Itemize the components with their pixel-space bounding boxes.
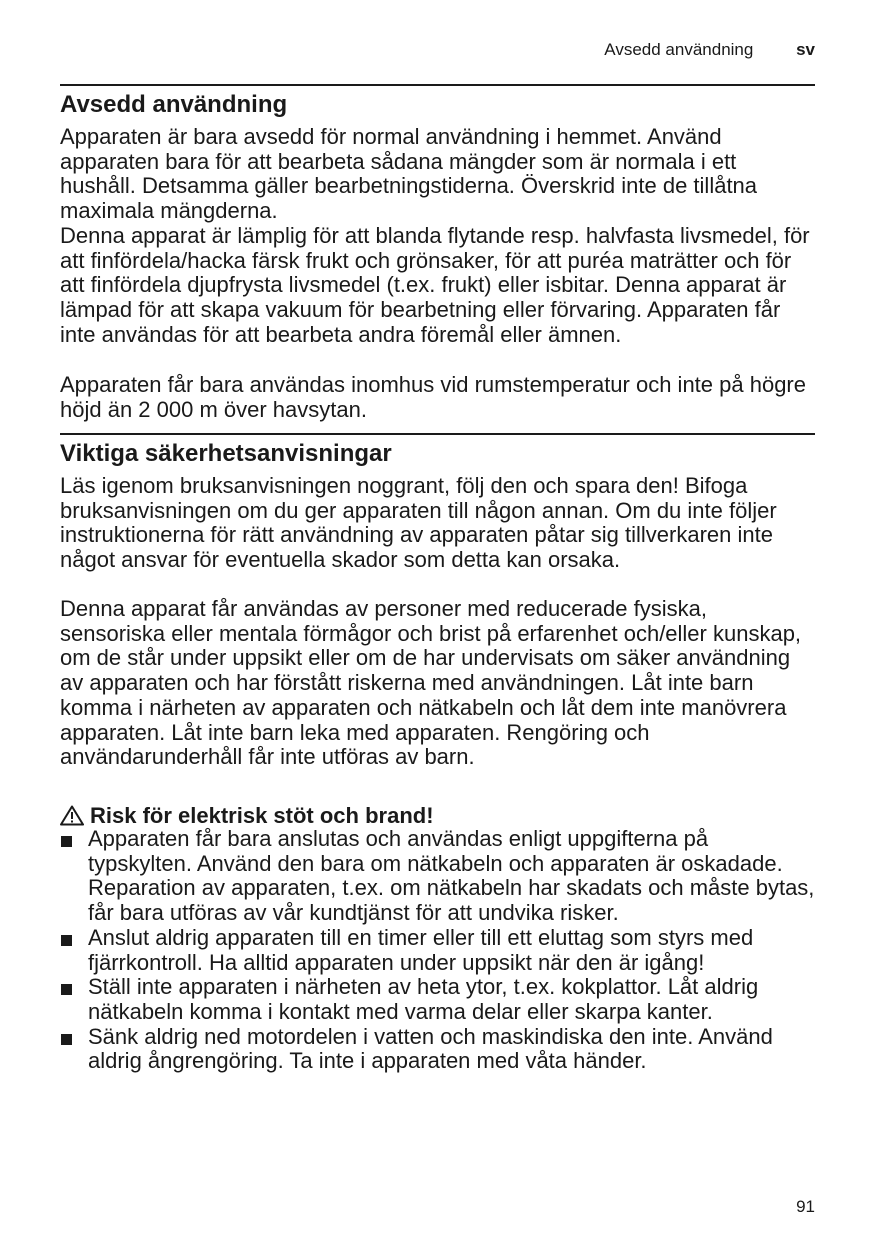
page-number: 91	[796, 1197, 815, 1216]
section-heading-intended-use: Avsedd användning	[60, 91, 288, 118]
running-header	[604, 40, 815, 60]
list-item	[60, 926, 815, 975]
bullet-square-icon	[61, 1034, 72, 1045]
section-heading-safety: Viktiga säkerhetsanvisningar	[60, 440, 392, 467]
running-title: Avsedd användning	[604, 40, 754, 59]
intended-use-paragraph-1: Apparaten är bara avsedd för normal användning i hemmet. Använd apparaten bara för att bearbeta sådana mängder som är normala i ett hushåll. Detsamma gäller bearbetningstiderna. Överskrid inte de tillåtna maximala mängderna.	[60, 124, 758, 224]
bullet-square-icon	[61, 984, 72, 995]
list-item-text: Apparaten får bara anslutas och användas enligt uppgifterna på typskylten. Använd den bara om nätkabeln och apparaten är oskadade. Reparation av apparaten, t.ex. om nätkabeln har skadats och måste bytas, får bara utföras av vår kundtjänst för att undvika risker.	[88, 826, 815, 926]
list-item-text: Anslut aldrig apparaten till en timer eller till ett eluttag som styrs med fjärrkontroll. Ha alltid apparaten under uppsikt när den är igång!	[88, 924, 754, 975]
section-divider	[60, 84, 815, 86]
list-item	[60, 1025, 815, 1074]
language-code: sv	[796, 40, 815, 59]
safety-paragraph-2: Denna apparat får användas av personer med reducerade fysiska, sensoriska eller mentala förmågor och brist på erfarenhet och/eller kunskap, om de står under uppsikt eller om de har undervisats om säker användning av apparaten och har förstått riskerna med användningen. Låt inte barn komma i närheten av apparaten och nätkabeln och låt dem inte manövrera apparaten. Låt inte barn leka med apparaten. Rengöring och användarunderhåll får inte utföras av barn.	[60, 596, 802, 770]
warning-triangle-icon	[60, 805, 84, 826]
intended-use-paragraph-2: Denna apparat är lämplig för att blanda flytande resp. halvfasta livsmedel, för att finfördela/hacka färsk frukt och grönsaker, för att puréa maträtter och för att finfördela djupfrysta livsmedel (t.ex. frukt) eller isbitar. Denna apparat är lämpad för att skapa vakuum för bearbetning eller förvaring. Apparaten får inte användas för att bearbeta andra föremål eller ämnen.	[60, 223, 810, 347]
list-item-text: Ställ inte apparaten i närheten av heta ytor, t.ex. kokplattor. Låt aldrig nätkabeln komma i kontakt med varma delar eller skarpa kanter.	[88, 974, 759, 1024]
safety-paragraph-1: Läs igenom bruksanvisningen noggrant, följ den och spara den! Bifoga bruksanvisningen om du ger apparaten till någon annan. Om du inte följer instruktionerna för rätt användning av apparaten påtar sig tillverkaren inte något ansvar för eventuella skador som detta kan orsaka.	[60, 473, 777, 573]
list-item	[60, 827, 815, 926]
bullet-square-icon	[61, 836, 72, 847]
list-item-text: Sänk aldrig ned motordelen i vatten och maskindiska den inte. Använd aldrig ångrengöring. Ta inte i apparaten med våta händer.	[88, 1023, 773, 1074]
intended-use-paragraph-3: Apparaten får bara användas inomhus vid rumstemperatur och inte på högre höjd än 2 000 m över havsytan.	[60, 372, 806, 422]
list-item	[60, 975, 815, 1024]
warning-title: Risk för elektrisk stöt och brand!	[90, 803, 434, 828]
bullet-square-icon	[61, 935, 72, 946]
warning-heading	[60, 803, 434, 828]
section-divider	[60, 433, 815, 435]
warning-bullet-list	[60, 827, 815, 1074]
